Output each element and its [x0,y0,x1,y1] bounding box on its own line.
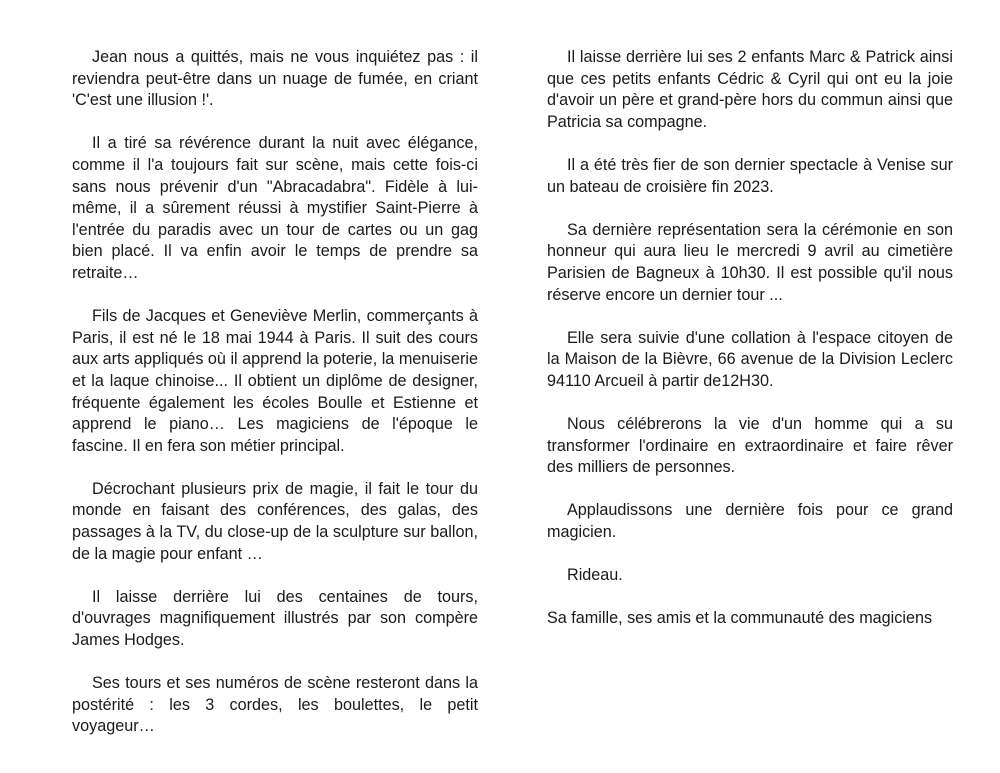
paragraph-celebration: Nous célébrerons la vie d'un homme qui a su transformer l'ordinaire en extraordinaire et faire rêver des milliers de personnes. [547,415,953,477]
left-column [72,47,478,760]
signature: Sa famille, ses amis et la communauté des magiciens [547,609,933,628]
paragraph-last-show: Il a été très fier de son dernier spectacle à Venise sur un bateau de croisière fin 2023. [547,155,953,196]
paragraph-curtain: Rideau. [567,566,623,585]
paragraph-career: Décrochant plusieurs prix de magie, il fait le tour du monde en faisant des conférences, des galas, des passages à la TV, du close-up de la sculpture sur ballon, de la magie pour enfant … [72,479,478,563]
paragraph-legacy: Il laisse derrière lui des centaines de tours, d'ouvrages magnifiquement illustrés par son compère James Hodges. [72,587,478,650]
paragraph-farewell: Il a tiré sa révérence durant la nuit avec élégance, comme il l'a toujours fait sur scène, mais cette fois-ci sans nous prévenir d'un "Abracadabra". Fidèle à lui-même, il a sûrement réussi à mystifier Saint-Pierre à l'entrée du paradis avec un tour de cartes ou un gag bien placé. Il va enfin avoir le temps de prendre sa retraite… [72,134,478,282]
right-column [547,47,953,652]
paragraph-family: Il laisse derrière lui ses 2 enfants Marc & Patrick ainsi que ces petits enfants Cédric & Cyril qui ont eu la joie d'avoir un père et grand-père hors du commun ainsi que Patricia sa compagne. [547,48,953,131]
paragraph-reception: Elle sera suivie d'une collation à l'espace citoyen de la Maison de la Bièvre, 66 avenue de la Division Leclerc 94110 Arcueil à partir de12H30. [547,328,953,390]
paragraph-tricks: Ses tours et ses numéros de scène resteront dans la postérité : les 3 cordes, les boulettes, le petit voyageur… [72,674,478,736]
paragraph-applause: Applaudissons une dernière fois pour ce grand magicien. [547,501,953,542]
paragraph-ceremony: Sa dernière représentation sera la cérémonie en son honneur qui aura lieu le mercredi 9 avril au cimetière Parisien de Bagneux à 10h30. Il est possible qu'il nous réserve encore un dernier tour ... [547,220,953,304]
paragraph-biography: Fils de Jacques et Geneviève Merlin, commerçants à Paris, il est né le 18 mai 1944 à Paris. Il suit des cours aux arts appliqués où il apprend la poterie, la menuiserie et la laque chinoise... Il obtient un diplôme de designer, fréquente également les écoles Boulle et Estienne et apprend le piano… Les magiciens de l'époque le fascine. Il en fera son métier principal. [72,307,478,455]
paragraph-intro: Jean nous a quittés, mais ne vous inquiétez pas : il reviendra peut-être dans un nuage de fumée, en criant 'C'est une illusion !'. [72,48,478,110]
